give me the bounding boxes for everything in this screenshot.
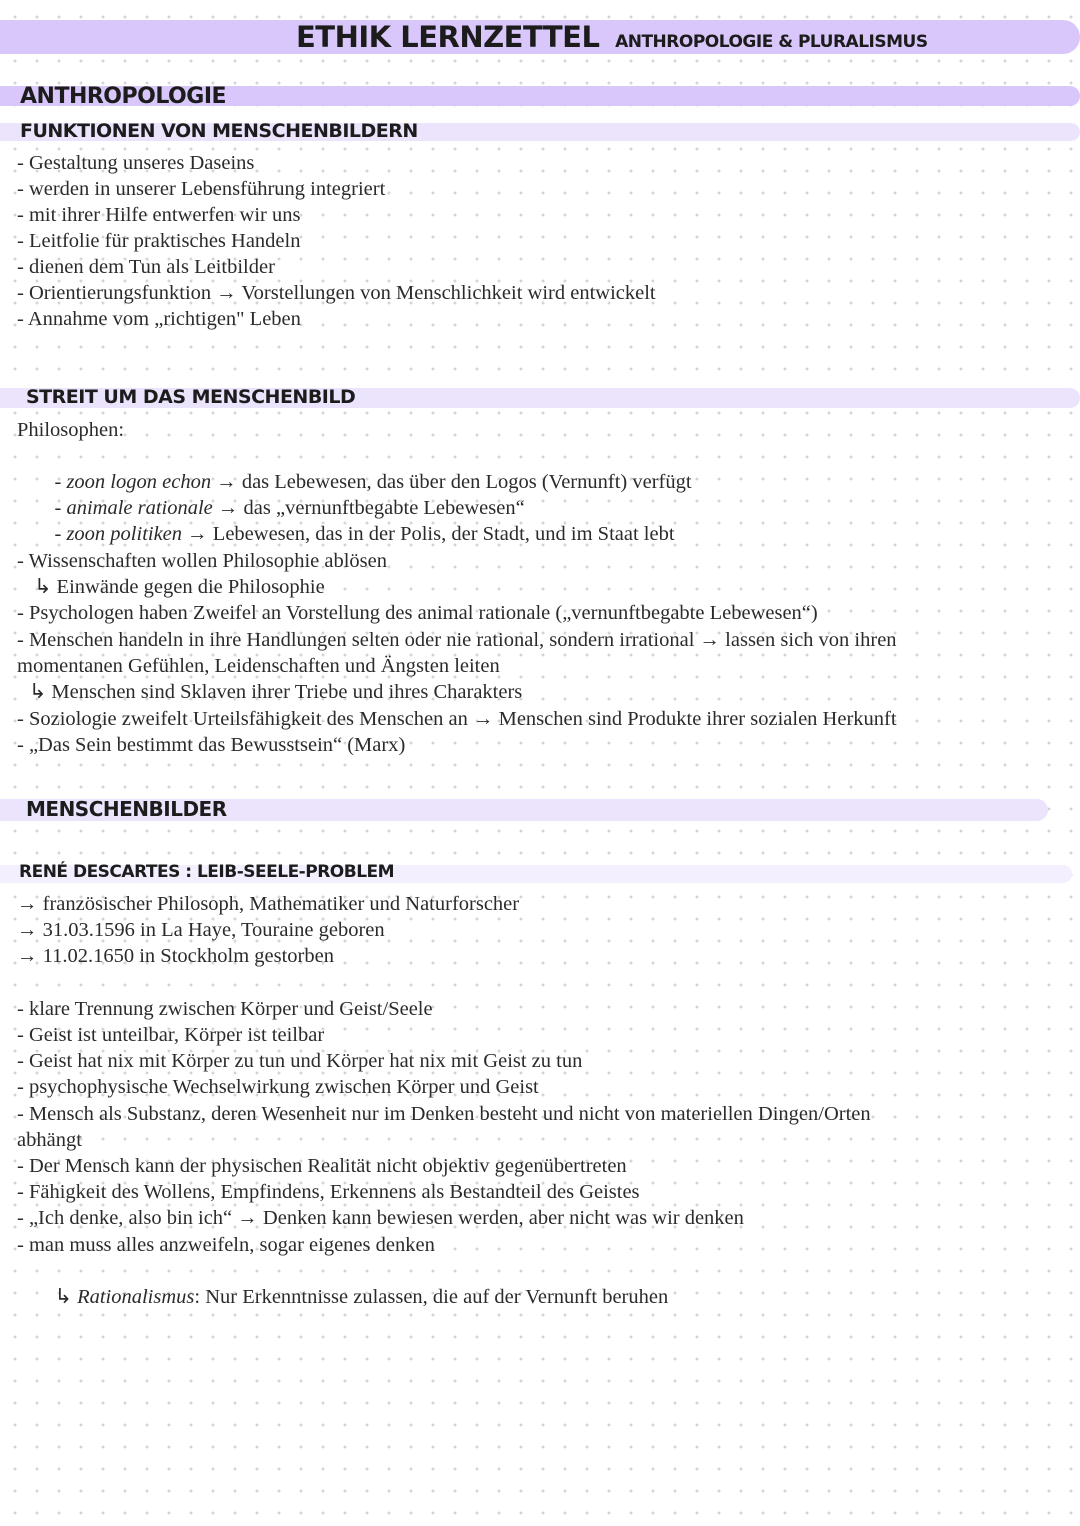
bio-item: → französischer Philosoph, Mathematiker und Naturforscher: [17, 893, 520, 915]
list-item: - Orientierungsfunktion → Vorstellungen von Menschlichkeit wird entwickelt: [17, 282, 656, 304]
list-item: - dienen dem Tun als Leitbilder: [17, 256, 275, 278]
list-item: - Leitfolie für praktisches Handeln: [17, 230, 301, 252]
definition: : Nur Erkenntnisse zulassen, die auf der Vernunft beruhen: [194, 1286, 669, 1308]
dash: -: [54, 471, 67, 493]
dash: -: [54, 497, 67, 519]
list-item: - Fähigkeit des Wollens, Empfindens, Erkennens als Bestandteil des Geistes: [17, 1181, 640, 1203]
subsection-title-descartes: RENÉ DESCARTES : LEIB-SEELE-PROBLEM: [19, 862, 395, 882]
list-item: - Wissenschaften wollen Philosophie ablösen: [17, 550, 388, 572]
list-item: - Psychologen haben Zweifel an Vorstellung des animal rationale („vernunftbegabte Lebewesen“): [17, 602, 818, 624]
list-item: ↳ Menschen sind Sklaven ihrer Triebe und ihres Charakters: [24, 681, 523, 703]
list-item: - werden in unserer Lebensführung integriert: [17, 178, 386, 200]
page-title: [296, 20, 928, 54]
subsection-title-funktionen: FUNKTIONEN VON MENSCHENBILDERN: [20, 120, 418, 142]
list-item: - psychophysische Wechselwirkung zwischen Körper und Geist: [17, 1076, 539, 1098]
list-item: - Gestaltung unseres Daseins: [17, 152, 255, 174]
dash: -: [54, 523, 67, 545]
greek-term: zoon politiken: [66, 523, 183, 545]
section-title-anthropologie: ANTHROPOLOGIE: [20, 84, 227, 109]
latin-term: animale rationale: [66, 497, 213, 519]
page-subtitle: ANTHROPOLOGIE & PLURALISMUS: [615, 32, 928, 52]
list-item: - Geist ist unteilbar, Körper ist teilbar: [17, 1024, 325, 1046]
list-item: - Soziologie zweifelt Urteilsfähigkeit des Menschen an → Menschen sind Produkte ihrer sozialen Herkunft: [17, 708, 897, 730]
philosophen-intro: Philosophen:: [17, 419, 125, 441]
subsection-title-streit: STREIT UM DAS MENSCHENBILD: [26, 386, 356, 408]
list-item: - Annahme vom „richtigen" Leben: [17, 308, 301, 330]
definition: → das Lebewesen, das über den Logos (Vernunft) verfügt: [211, 471, 692, 493]
bio-item: → 11.02.1650 in Stockholm gestorben: [17, 945, 334, 967]
sub-arrow: ↳: [44, 1286, 78, 1308]
list-item: - klare Trennung zwischen Körper und Geist/Seele: [17, 998, 433, 1020]
rationalismus-term: Rationalismus: [77, 1286, 195, 1308]
bio-item: → 31.03.1596 in La Haye, Touraine geboren: [17, 919, 385, 941]
list-item: - „Das Sein bestimmt das Bewusstsein“ (Marx): [17, 734, 406, 756]
list-item: - Mensch als Substanz, deren Wesenheit nur im Denken besteht und nicht von materiellen Dingen/Orten: [17, 1103, 871, 1125]
greek-term: zoon logon echon: [66, 471, 212, 493]
list-item: - Menschen handeln in ihre Handlungen selten oder nie rational, sondern irrational → lassen sich von ihren: [17, 629, 897, 651]
section-title-menschenbilder: MENSCHENBILDER: [26, 797, 227, 821]
definition: → Lebewesen, das in der Polis, der Stadt, und im Staat lebt: [182, 523, 675, 545]
definition: → das „vernunftbegabte Lebewesen“: [212, 497, 525, 519]
list-item-continuation: abhängt: [17, 1129, 82, 1151]
page-title-main: ETHIK LERNZETTEL: [296, 20, 600, 54]
list-item: - mit ihrer Hilfe entwerfen wir uns: [17, 204, 301, 226]
list-item: - Der Mensch kann der physischen Realität nicht objektiv gegenübertreten: [17, 1155, 627, 1177]
list-item-continuation: momentanen Gefühlen, Leidenschaften und Ängsten leiten: [17, 655, 500, 677]
list-item: - „Ich denke, also bin ich“ → Denken kann bewiesen werden, aber nicht was wir denken: [17, 1207, 744, 1229]
list-item: - man muss alles anzweifeln, sogar eigenes denken: [17, 1234, 435, 1256]
list-item: - Geist hat nix mit Körper zu tun und Körper hat nix mit Geist zu tun: [17, 1050, 583, 1072]
list-item: [24, 1258, 668, 1336]
list-item: ↳ Einwände gegen die Philosophie: [24, 576, 325, 598]
